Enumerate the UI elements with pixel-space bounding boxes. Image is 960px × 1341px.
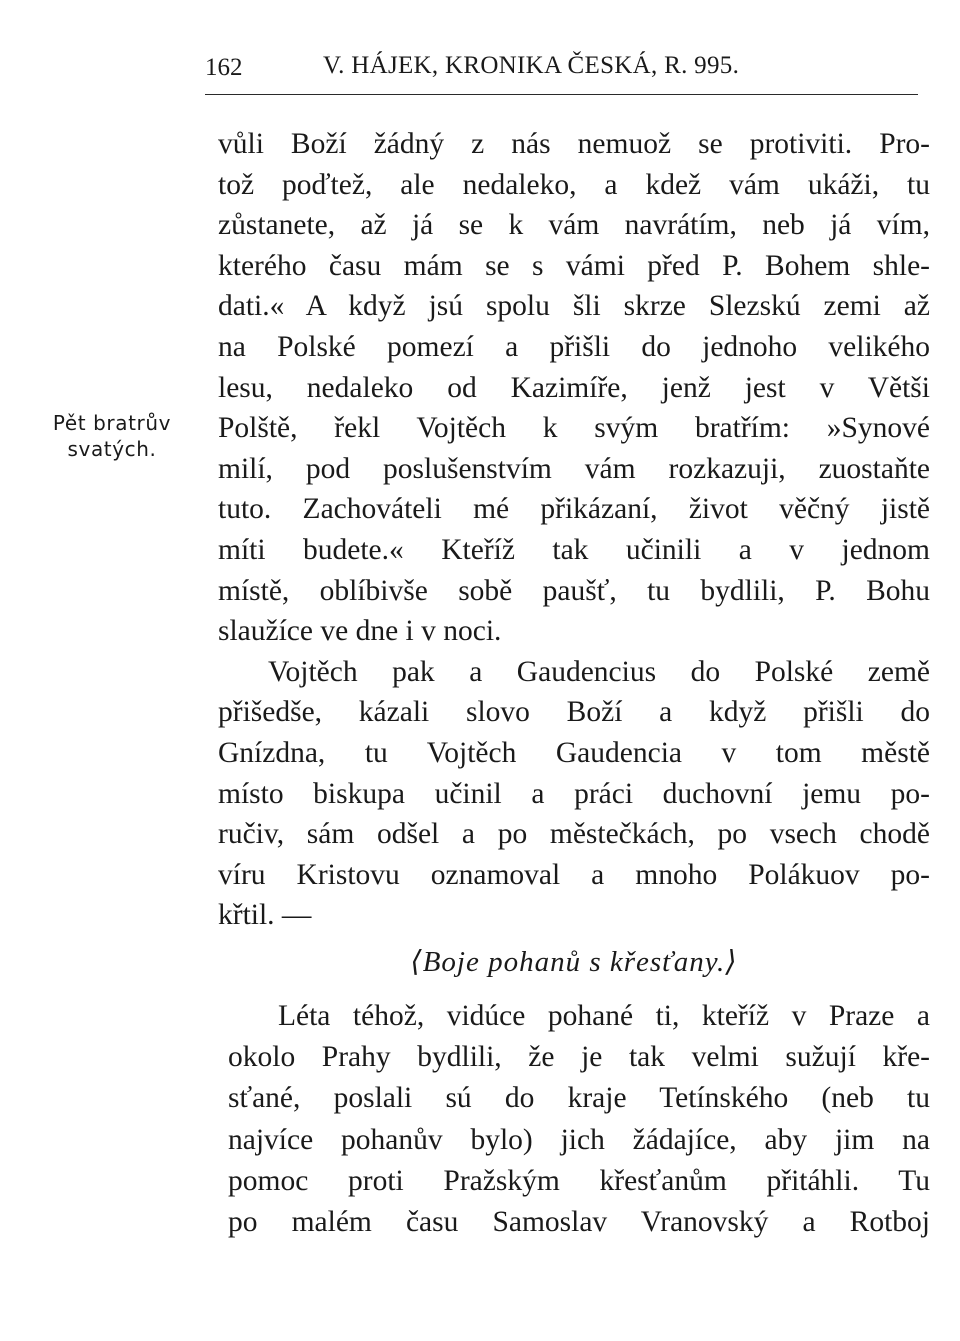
text-line: kterého času mám se s vámi před P. Bohem shle- xyxy=(218,249,930,282)
page-header xyxy=(205,48,918,95)
text-line: ručiv, sám odšel a po městečkách, po vsech chodě xyxy=(218,818,930,851)
paragraph-3 xyxy=(228,996,930,1243)
main-text-block xyxy=(218,124,930,936)
text-line: místě, oblíbivše sobě paušť, tu bydlili, P. Bohu xyxy=(218,574,930,607)
text-line: tuto. Zachováteli mé přikázaní, život věčný jistě xyxy=(218,493,930,526)
text-line: dati.« A když jsú spolu šli skrze Slezskú zemi až xyxy=(218,290,930,323)
text-line: pomoc proti Pražským křesťanům přitáhli. Tu xyxy=(228,1164,930,1197)
text-line: vůli Boží žádný z nás nemuož se protiviti. Pro- xyxy=(218,128,930,160)
text-line: Léta téhož, vidúce pohané ti, kteříž v Praze a xyxy=(278,1000,930,1032)
text-line: milí, pod poslušenstvím vám rozkazuji, zuostaňte xyxy=(218,452,930,485)
text-line: míti budete.« Kteříž tak učinili a v jednom xyxy=(218,533,930,566)
text-line: přišedše, kázali slovo Boží a když přišli do xyxy=(218,696,930,729)
text-line: na Polské pomezí a přišli do jednoho velikého xyxy=(218,330,930,363)
text-line: víru Kristovu oznamoval a mnoho Polákuov po- xyxy=(218,858,930,891)
text-line: Vojtěch pak a Gaudencius do Polské země xyxy=(268,655,930,688)
text-line: sťané, poslali sú do kraje Tetínského (neb tu xyxy=(228,1082,930,1115)
section-heading: ⟨Boje pohanů s křesťany.⟩ xyxy=(410,946,738,978)
text-line: okolo Prahy bydlili, že je tak velmi sužují kře- xyxy=(228,1041,930,1074)
margin-note-line: Pět bratrův xyxy=(52,411,172,435)
text-line: Gnízdna, tu Vojtěch Gaudencia v tom městě xyxy=(218,736,930,769)
paragraph-1 xyxy=(218,124,930,652)
margin-note xyxy=(22,410,202,462)
text-line: slaužíce ve dne i v noci. xyxy=(218,615,502,648)
margin-note-line: svatých. xyxy=(67,437,157,461)
text-line: Polště, řekl Vojtěch k svým bratřím: »Synové xyxy=(218,412,930,445)
text-line: tož poďtež, ale nedaleko, a kdež vám ukáži, tu xyxy=(218,168,930,201)
page-number: 162 xyxy=(205,54,243,81)
paragraph-2 xyxy=(218,652,930,936)
text-line: zůstanete, až já se k vám navrátím, neb já vím, xyxy=(218,209,930,242)
text-line: lesu, nedaleko od Kazimíře, jenž jest v Větši xyxy=(218,371,930,404)
text-line: křtil. — xyxy=(218,899,312,932)
text-line: najvíce pohanův bylo) jich žádajíce, aby jim na xyxy=(228,1123,930,1156)
running-title: V. HÁJEK, KRONIKA ČESKÁ, R. 995. xyxy=(323,52,740,79)
text-line: po malém času Samoslav Vranovský a Rotboj xyxy=(228,1206,930,1239)
text-line: místo biskupa učinil a práci duchovní jemu po- xyxy=(218,777,930,810)
